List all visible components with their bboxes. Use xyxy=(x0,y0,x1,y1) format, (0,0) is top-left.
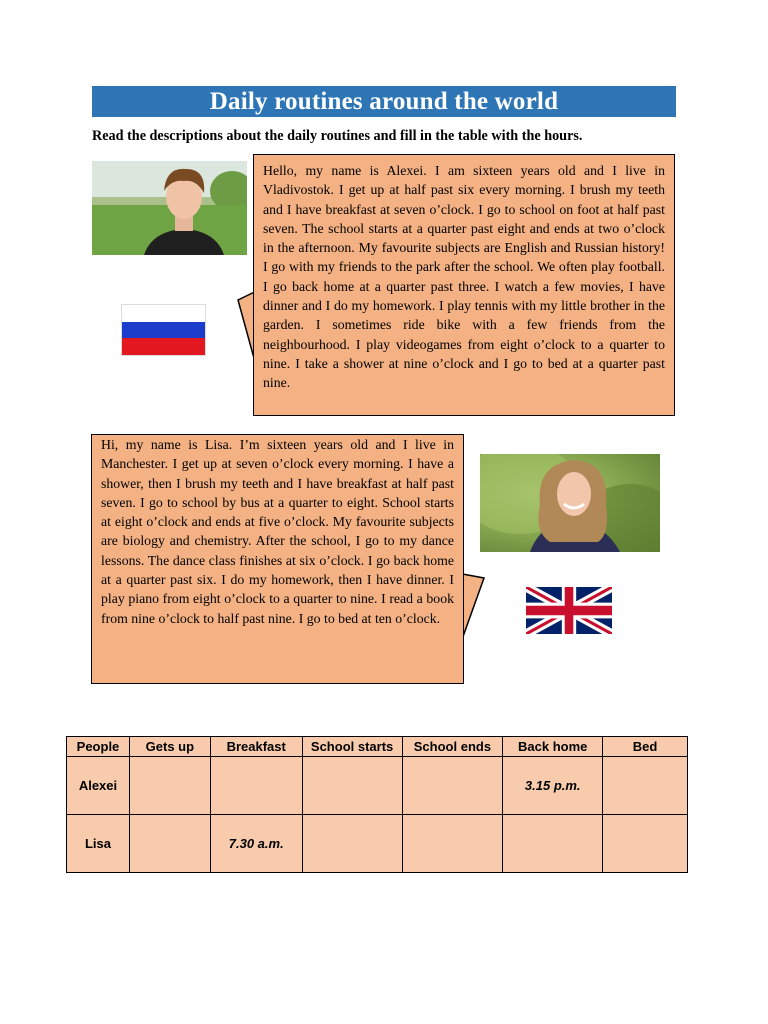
cell-school-starts[interactable] xyxy=(302,815,402,873)
lisa-photo xyxy=(480,454,660,552)
cell-breakfast[interactable]: 7.30 a.m. xyxy=(210,815,302,873)
header-school-starts: School starts xyxy=(302,737,402,757)
lisa-description: Hi, my name is Lisa. I’m sixteen years old and I live in Manchester. I get up at seven o’clock every morning. I have a shower, then I brush my teeth and I have breakfast at half past seven. I go to school by bus at a quarter to eight. School starts at eight o’clock and ends at five o’clock. My favourite subjects are biology and chemistry. After the school, I go to my dance lessons. The dance class finishes at six o’clock. I go back home at a quarter past six. I do my homework, then I have dinner. I play piano from eight o’clock to a quarter to nine. I read a book from nine o’clock to half past nine. I go to bed at ten o’clock. xyxy=(91,434,464,684)
cell-gets-up[interactable] xyxy=(129,757,210,815)
cell-school-ends[interactable] xyxy=(402,815,503,873)
cell-back-home[interactable]: 3.15 p.m. xyxy=(503,757,603,815)
row-name-alexei: Alexei xyxy=(67,757,130,815)
instructions: Read the descriptions about the daily routines and fill in the table with the hours. xyxy=(92,128,583,144)
header-breakfast: Breakfast xyxy=(210,737,302,757)
lisa-bubble-tail xyxy=(461,572,487,642)
cell-bed[interactable] xyxy=(603,757,688,815)
alexei-photo xyxy=(92,161,247,255)
header-people: People xyxy=(67,737,130,757)
cell-bed[interactable] xyxy=(603,815,688,873)
header-bed: Bed xyxy=(603,737,688,757)
cell-breakfast[interactable] xyxy=(210,757,302,815)
uk-flag xyxy=(526,587,612,634)
cell-gets-up[interactable] xyxy=(129,815,210,873)
header-back-home: Back home xyxy=(503,737,603,757)
page-title: Daily routines around the world xyxy=(92,86,676,117)
header-gets-up: Gets up xyxy=(129,737,210,757)
routine-table xyxy=(66,736,688,873)
table-row xyxy=(67,757,688,815)
cell-school-starts[interactable] xyxy=(302,757,402,815)
table-row xyxy=(67,815,688,873)
header-school-ends: School ends xyxy=(402,737,503,757)
table-header-row xyxy=(67,737,688,757)
cell-school-ends[interactable] xyxy=(402,757,503,815)
row-name-lisa: Lisa xyxy=(67,815,130,873)
russia-flag xyxy=(121,304,206,356)
alexei-description: Hello, my name is Alexei. I am sixteen years old and I live in Vladivostok. I get up at half past six every morning. I brush my teeth and I have breakfast at seven o’clock. I go to school on foot at half past seven. The school starts at a quarter past eight and ends at two o’clock in the afternoon. My favourite subjects are English and Russian history! I go with my friends to the park after the school. We often play football. I go back home at a quarter past three. I watch a few movies, I have dinner and I do my homework. I play tennis with my little brother in the garden. I sometimes ride bike with a few friends from the neighbourhood. I play videogames from eight o’clock to a quarter to nine. I take a shower at nine o’clock and I go to bed at a quarter past nine. xyxy=(253,154,675,416)
cell-back-home[interactable] xyxy=(503,815,603,873)
